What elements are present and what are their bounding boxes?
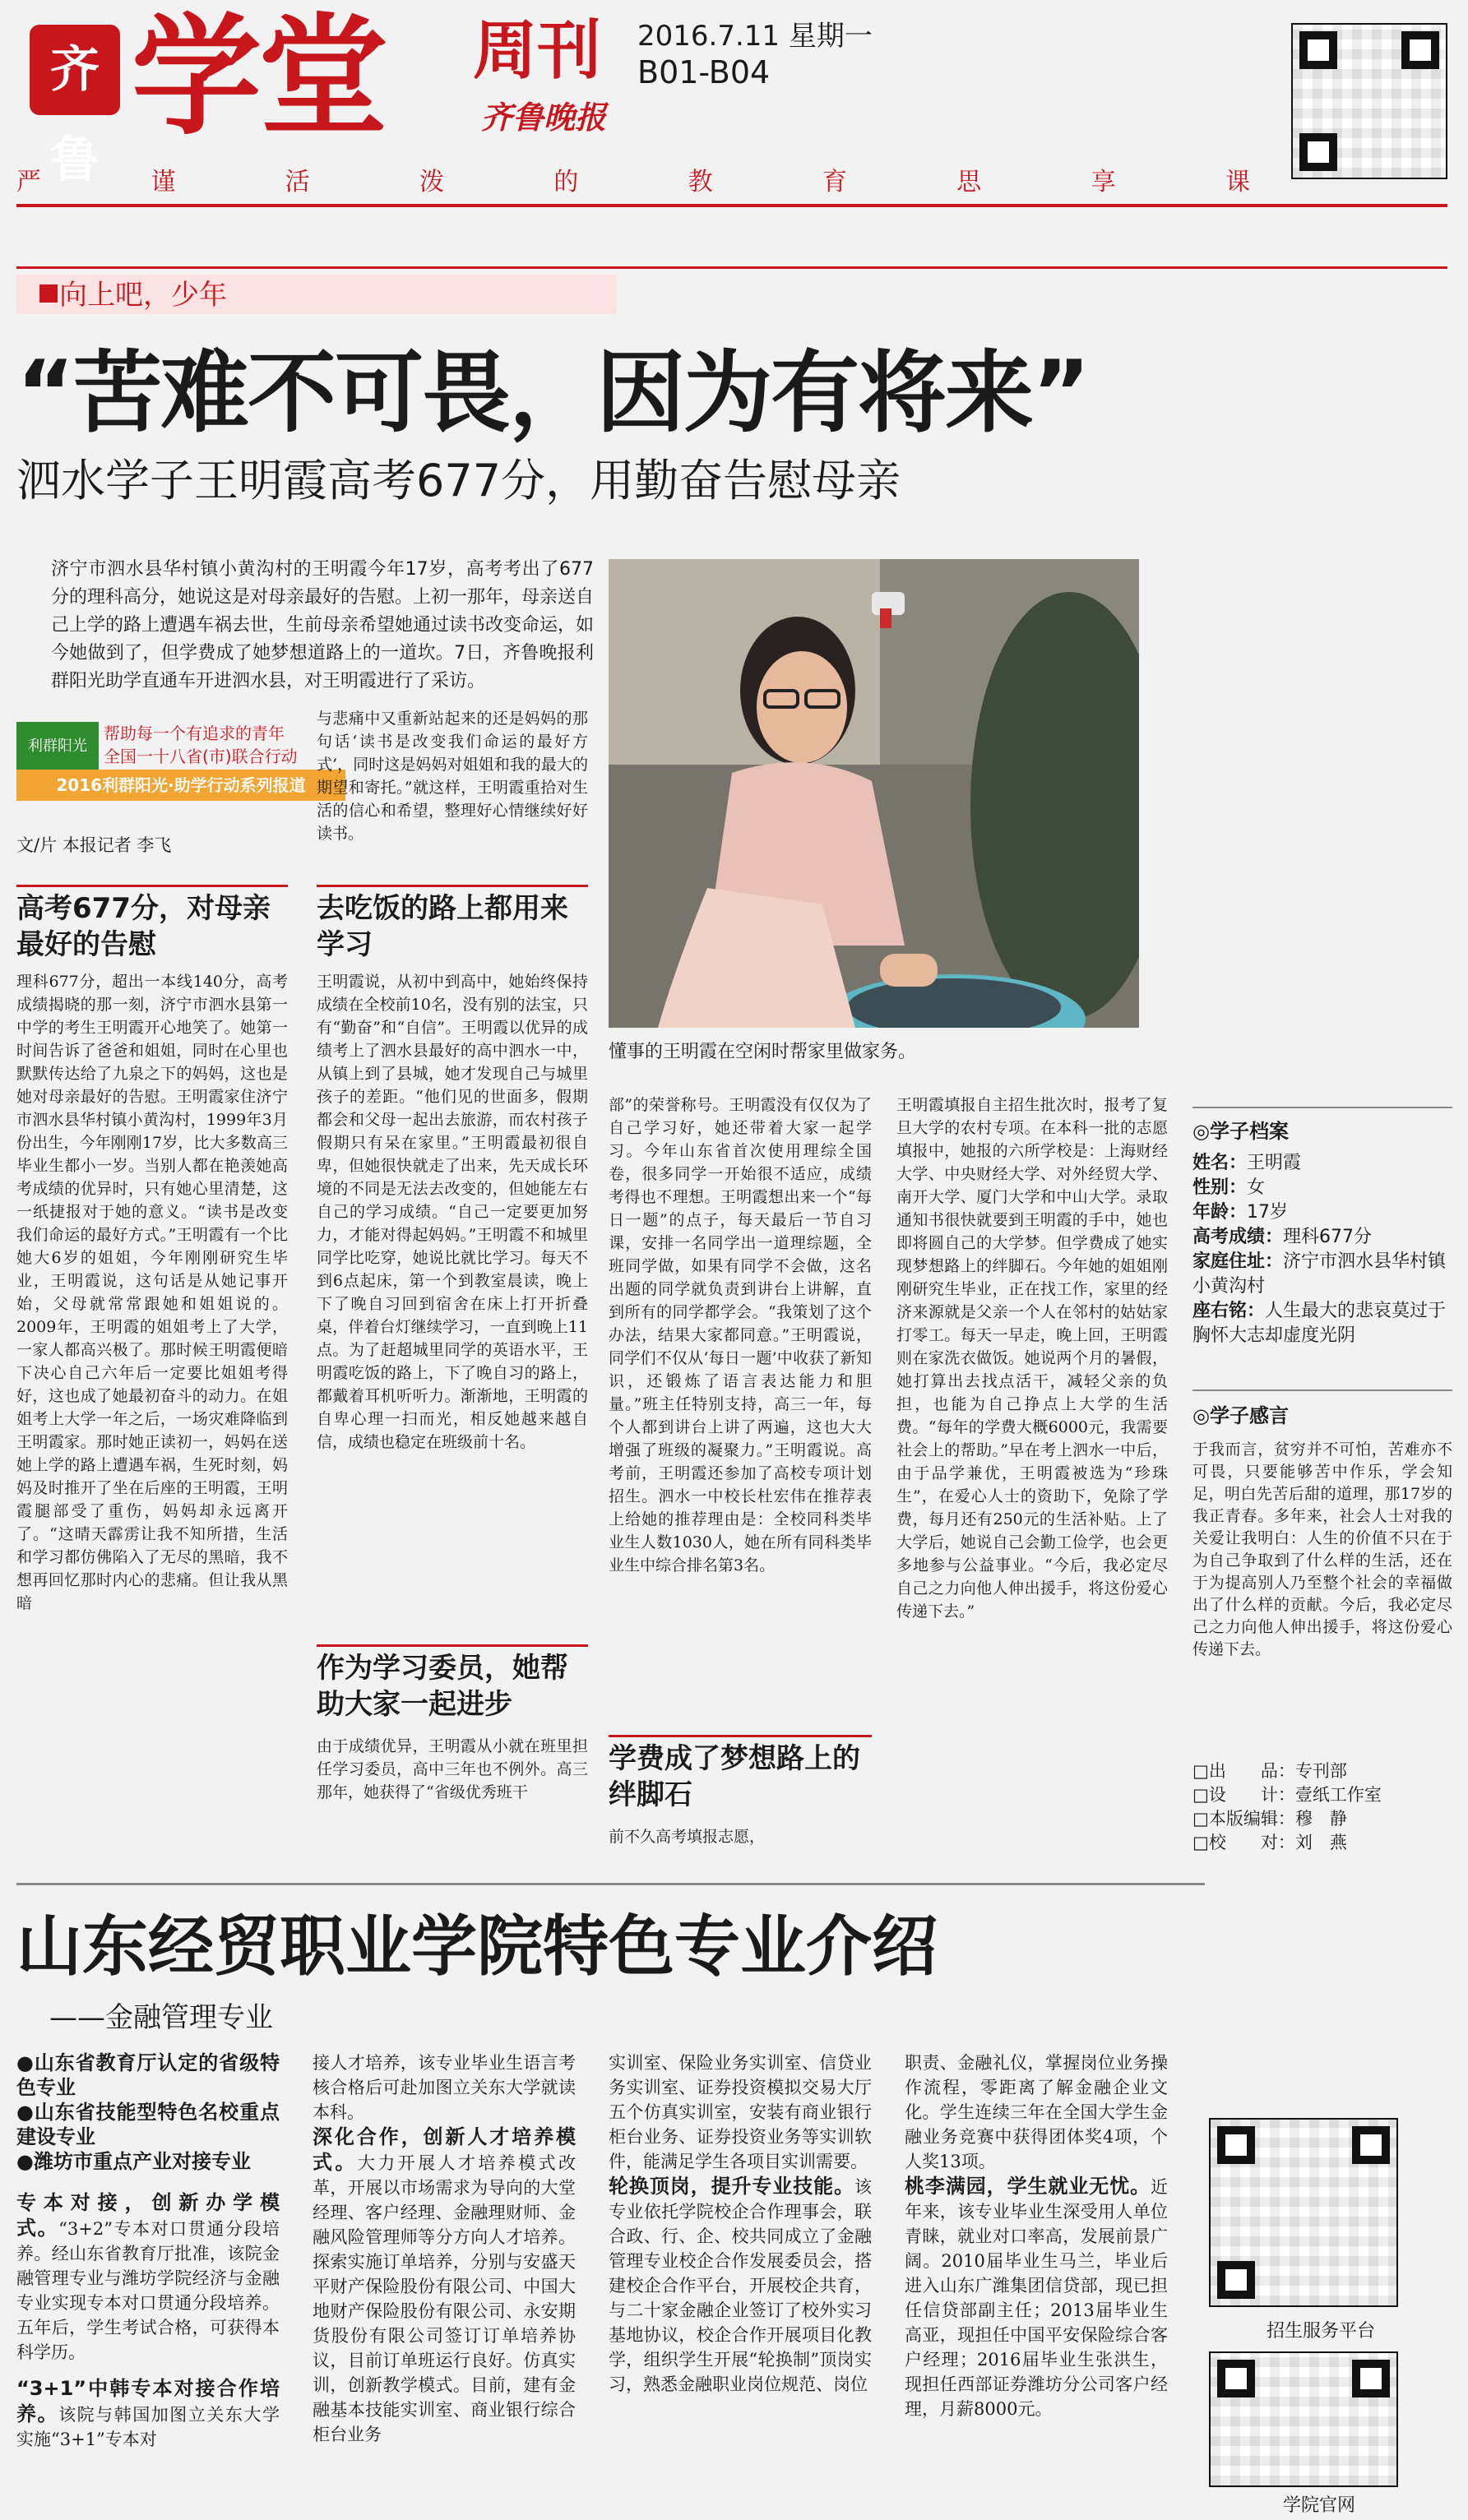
slogan-char: 谨 bbox=[151, 168, 176, 197]
section-4-text: 前不久高考填报志愿， bbox=[609, 1828, 766, 1846]
section-1-continued: 与悲痛中又重新站起来的还是妈妈的那句话‘读书是改变我们命运的最好方式’，同时这是妈妈对姐姐和我的最大的期望和寄托。”就这样，王明霞重拾对生活的信心和希望，整理好心情继续好好读书。 bbox=[317, 710, 588, 843]
profile-title: ◎学子档案 bbox=[1192, 1120, 1289, 1143]
col-3-heading: 轮换顶岗，提升专业技能。 bbox=[609, 2175, 854, 2198]
photo-illustration bbox=[609, 559, 1139, 1028]
college-col-1 bbox=[16, 2051, 280, 2511]
profile-row bbox=[1192, 1299, 1452, 1348]
kicker-divider bbox=[16, 266, 1447, 269]
profile-title-text: 学子档案 bbox=[1209, 1120, 1289, 1143]
section-kicker: 向上吧，少年 bbox=[59, 279, 227, 312]
slogan-char: 育 bbox=[822, 168, 847, 197]
profile-key: 姓名： bbox=[1192, 1153, 1248, 1173]
section-1-text: 理科677分，超出一本线140分，高考成绩揭晓的那一刻，济宁市泗水县第一中学的考生王明霞开心地笑了。她第一时间告诉了爸爸和姐姐，同时在心里也默默传达给了九泉之下的妈妈，这也是她对母亲最好的告慰。王明霞家住济宁市泗水县华村镇小黄沟村，1999年3月份出生，今年刚刚17岁，比大多数高三毕业生都小一岁。当别人都在艳羡她高考成绩的优异时，只有她心里清楚，这一纸捷报对于她的意义。“读书是改变我们命运的最好方式。”王明霞有一个比她大6岁的姐姐，今年刚刚研究生毕业，王明霞说，这句话是从她记事开始，父母就常常跟她和姐姐说的。2009年，王明霞的姐姐考上了大学，一家人都高兴极了。那时候王明霞便暗下决心自己六年后一定要比姐姐考得好，这也成了她最初奋斗的动力。在姐姐考上大学一年之后，一场灾难降临到王明霞家。那时她正读初一，妈妈在送她上学的路上遭遇车祸，生死时刻，妈妈及时推开了坐在后座的王明霞，王明霞腿部受了重伤，妈妈却永远离开了。“这晴天霹雳让我不知所措，生活和学习都仿佛陷入了无尽的黑暗，我不想再回忆那时内心的悲痛。但让我从黑暗 bbox=[16, 973, 288, 1612]
newspaper-seal-logo bbox=[30, 25, 120, 189]
slogan-char: 思 bbox=[956, 168, 982, 197]
slogan-char: 的 bbox=[553, 168, 579, 197]
feature-bullet: ●山东省技能型特色名校重点建设专业 bbox=[16, 2101, 280, 2148]
credit-value: 壹纸工作室 bbox=[1294, 1785, 1382, 1805]
reflection-title-text: 学子感言 bbox=[1209, 1404, 1289, 1427]
college-col-2 bbox=[313, 2051, 576, 2511]
paper-name: 齐鲁晚报 bbox=[481, 99, 607, 136]
sponsor-logo: 利群阳光 bbox=[16, 722, 99, 771]
section-3-text: 由于成绩优异，王明霞从小就在班里担任学习委员，高中三年也不例外。高三那年，她获得了“省级优秀班干 bbox=[317, 1737, 588, 1801]
col-1-text-2: 该院与韩国加图立关东大学实施“3+1”专本对 bbox=[16, 2405, 280, 2449]
qr-code-icon[interactable] bbox=[1291, 23, 1447, 179]
profile-row bbox=[1192, 1225, 1452, 1250]
feature-bullet: ●潍坊市重点产业对接专业 bbox=[16, 2150, 251, 2173]
credit-row: □出 品：专刊部 bbox=[1192, 1761, 1347, 1781]
section-4-continued: 王明霞填报自主招生批次时，报考了复旦大学的农村专项。在本科一批的志愿填报中，她报的六所学校是：上海财经大学、中央财经大学、对外经贸大学、南开大学、厦门大学和中山大学。录取通知书很快就要到王明霞的手中，她也即将圆自己的大学梦。但学费成了她实现梦想路上的绊脚石。今年她的姐姐刚刚研究生毕业，正在找工作，家里的经济来源就是父亲一个人在邻村的姑姑家打零工。每天一早走，晚上回，王明霞则在家洗衣做饭。她说两个月的暑假，她打算出去找点活干，减轻父亲的负担，也能为自己挣点上大学的生活费。“每年的学费大概6000元，我需要社会上的帮助。”早在考上泗水一中后，由于品学兼优，王明霞被选为“珍珠生”，在爱心人士的资助下，免除了学费，每月还有250元的生活补贴。上了大学后，她说自己会勤工俭学，也会更多地参与公益事业。“今后，我必定尽自己之力向他人伸出援手，将这份爱心传递下去。” bbox=[896, 1096, 1168, 1621]
section-3-continued: 部”的荣誉称号。王明霞没有仅仅为了自己学习好，她还带着大家一起学习。今年山东省首次使用理综全国卷，很多同学一开始很不适应，成绩考得也不理想。王明霞想出来一个“每日一题”的点子，每天最后一节自习课，安排一名同学出一道理综题，全班同学做，如果有同学不会做，这名出题的同学就负责到讲台上讲解，直到所有的同学都学会。“我策划了这个办法，结果大家都同意。”王明霞说，同学们不仅从‘每日一题’中收获了新知识，还锻炼了语言表达能力和胆量。”班主任特别支持，高三一年，每个人都到讲台上讲了两遍，这也大大增强了班级的凝聚力。”王明霞说。高考前，王明霞还参加了高校专项计划招生。泗水一中校长杜宏伟在推荐表上给她的推荐理由是：全校同科类毕业生人数1030人，她在所有同科类毕业生中综合排名第3名。 bbox=[609, 1096, 872, 1574]
section-2-title: 去吃饭的路上都用来学习 bbox=[317, 885, 588, 963]
credit-key: 本版编辑： bbox=[1208, 1809, 1295, 1829]
credit-row: □校 对：刘 燕 bbox=[1192, 1833, 1347, 1852]
profile-key: 家庭住址： bbox=[1192, 1251, 1284, 1272]
profile-value: 理科677分 bbox=[1283, 1227, 1373, 1247]
college-col-3 bbox=[609, 2051, 872, 2511]
col-1-heading-1: 专本对接，创新办学模式。 bbox=[16, 2191, 280, 2240]
profile-list bbox=[1192, 1151, 1452, 1348]
credit-key: 校 对： bbox=[1208, 1833, 1295, 1852]
col-1-text-1: “3+2”专本对口贯通分段培养。经山东省教育厅批准，该院金融管理专业与潍坊学院经济与金融专业实现专本对口贯通分段培养。五年后，学生考试合格，可获得本科学历。 bbox=[16, 2219, 280, 2362]
reflection-divider bbox=[1192, 1389, 1452, 1391]
subheadline: 泗水学子王明霞高考677分，用勤奋告慰母亲 bbox=[16, 455, 901, 506]
slogan-char: 享 bbox=[1091, 168, 1116, 197]
section-3-title: 作为学习委员，她帮助大家一起进步 bbox=[317, 1644, 588, 1722]
credit-row: □设 计：壹纸工作室 bbox=[1192, 1785, 1382, 1805]
reflection-text: 于我而言，贫穷并不可怕，苦难亦不可畏，只要能够苦中作乐，学会知足，明白先苦后甜的道理，那17岁的我正青春。多年来，社会人士对我的关爱让我明白：人生的价值不只在于为自己争取到了什么样的生活，还在于为提高别人乃至整个社会的幸福做出了什么样的贡献。今后，我必定尽己之力向他人伸出援手，将这份爱心传递下去。 bbox=[1192, 1440, 1452, 1658]
lead-paragraph: 济宁市泗水县华村镇小黄沟村的王明霞今年17岁，高考考出了677分的理科高分，她说这是对母亲最好的告慰。上初一那年，母亲送自己上学的路上遭遇车祸去世，生前母亲希望她通过读书改变命运，如今她做到了，但学费成了她梦想道路上的一道坎。7日，齐鲁晚报利群阳光助学直通车开进泗水县，对王明霞进行了采访。 bbox=[51, 559, 595, 691]
profile-key: 座右铭： bbox=[1192, 1301, 1266, 1321]
credits bbox=[1192, 1759, 1452, 1855]
profile-value: 济宁市泗水县华村镇小黄沟村 bbox=[1192, 1251, 1447, 1297]
slogan-char: 泼 bbox=[419, 168, 444, 197]
credit-row: □本版编辑：穆 静 bbox=[1192, 1809, 1347, 1829]
col-2-heading: 深化合作，创新人才培养模式。 bbox=[313, 2125, 576, 2174]
feature-bullet: ●山东省教育厅认定的省级特色专业 bbox=[16, 2051, 280, 2099]
college-title: 山东经贸职业学院特色专业介绍 bbox=[16, 1908, 938, 1985]
section-2-text: 王明霞说，从初中到高中，她始终保持成绩在全校前10名，没有别的法宝，只有“勤奋”和“自信”。王明霞以优异的成绩考上了泗水县最好的高中泗水一中，从镇上到了县城，她才发现自己与城里孩子的差距。“他们见的世面多，假期都会和父母一起出去旅游，而农村孩子假期只有呆在家里。”王明霞最初很自卑，但她很快就走了出来，先天成长环境的不同是无法去改变的，但她能左右自己的学习成绩。“自己一定要更加努力，才能对得起妈妈。”王明霞不和城里同学比吃穿，她说比就比学习。每天不到6点起床，第一个到教室晨读，晚上下了晚自习回到宿舍在床上打开折叠桌，伴着台灯继续学习，一直到晚上11点。为了赶超城里同学的英语水平，王明霞吃饭的路上，下了晚自习的路上，都戴着耳机听听力。渐渐地，王明霞的自卑心理一扫而光，相反她越来越自信，成绩也稳定在班级前十名。 bbox=[317, 973, 588, 1451]
promo-line-1: 帮助每一个有追求的青年 bbox=[104, 724, 285, 743]
profile-key: 高考成绩： bbox=[1192, 1227, 1284, 1247]
slogan bbox=[16, 161, 1250, 197]
website-qr-code-icon[interactable] bbox=[1209, 2351, 1398, 2487]
seal-text: 齐鲁 bbox=[50, 41, 100, 189]
weekly-label: 周刊 bbox=[473, 14, 602, 88]
profile-row bbox=[1192, 1250, 1452, 1299]
college-major: ——金融管理专业 bbox=[49, 2001, 273, 2034]
admissions-qr-code-icon[interactable] bbox=[1209, 2118, 1398, 2307]
brand-title: 学堂 bbox=[132, 2, 385, 153]
profile-key: 年龄： bbox=[1192, 1202, 1248, 1223]
profile-divider bbox=[1192, 1107, 1452, 1108]
slogan-char: 活 bbox=[285, 168, 310, 197]
section-1-title: 高考677分，对母亲最好的告慰 bbox=[16, 885, 288, 963]
website-qr-caption: 学院官网 bbox=[1283, 2495, 1356, 2516]
kicker-square-icon bbox=[39, 284, 58, 303]
credit-value: 穆 静 bbox=[1294, 1809, 1347, 1829]
col-3-text-2: 该专业依托学院校企合作理事会，联合政、行、企、校共同成立了金融管理专业校企合作发展委员会，搭建校企合作平台，开展校企共育，与二十家金融企业签订了校外实习基地协议，校企合作开展项目化教学，组织学生开展“轮换制”顶岗实习，熟悉金融职业岗位规范、岗位 bbox=[609, 2177, 872, 2394]
page-range: B01-B04 bbox=[637, 54, 771, 90]
col-2-text-2: 大力开展人才培养模式改革，开展以市场需求为导向的大堂经理、客户经理、金融理财师、金融风险管理师等分方向人才培养。探索实施订单培养，分别与安盛天平财产保险股份有限公司、中国大地财产保险股份有限公司、永安期货股份有限公司签订订单培养协议，目前订单班运行良好。仿真实训，创新教学模式。目前，建有金融基本技能实训室、商业银行综合柜台业务 bbox=[313, 2153, 576, 2444]
reflection-title: ◎学子感言 bbox=[1192, 1404, 1289, 1427]
promo-series-banner: 2016利群阳光·助学行动系列报道 bbox=[16, 770, 345, 801]
col-4-text-2: 近年来，该专业毕业生深受用人单位青睐，就业对口率高，发展前景广阔。2010届毕业生马兰，毕业后进入山东广潍集团信贷部，现已担任信贷部副主任；2013届毕业生高亚，现担任中国平安保险综合客户经理；2016届毕业生张洪生，现担任西部证券潍坊分公司客户经理，月薪8000元。 bbox=[905, 2177, 1168, 2419]
slogan-char: 教 bbox=[688, 168, 713, 197]
profile-value: 女 bbox=[1247, 1177, 1266, 1198]
photo-caption: 懂事的王明霞在空闲时帮家里做家务。 bbox=[609, 1042, 917, 1062]
credit-key: 出 品： bbox=[1208, 1761, 1295, 1781]
profile-value: 17岁 bbox=[1247, 1202, 1289, 1223]
profile-row bbox=[1192, 1200, 1452, 1225]
issue-date: 2016.7.11 星期一 bbox=[637, 20, 873, 53]
col-1-heading-2: “3+1”中韩专本对接合作培养。 bbox=[16, 2377, 280, 2425]
section-4-title: 学费成了梦想路上的绊脚石 bbox=[609, 1735, 872, 1813]
headline: “苦难不可畏，因为有将来” bbox=[16, 342, 1089, 445]
promo-line-2: 全国一十八省(市)联合行动 bbox=[104, 747, 298, 766]
admissions-qr-caption: 招生服务平台 bbox=[1267, 2321, 1376, 2342]
col-2-text-1: 接人才培养，该专业毕业生语言考核合格后可赴加图立关东大学就读本科。 bbox=[313, 2053, 576, 2122]
masthead-divider bbox=[16, 204, 1447, 207]
article-photo bbox=[609, 559, 1139, 1028]
profile-value: 人生最大的悲哀莫过于胸怀大志却虚度光阴 bbox=[1192, 1301, 1447, 1346]
col-3-text-1: 实训室、保险业务实训室、信贷业务实训室、证券投资模拟交易大厅五个仿真实训室，安装有商业银行柜台业务、证券投资业务等实训软件，能满足学生各项目实训需要。 bbox=[609, 2053, 872, 2171]
credit-value: 专刊部 bbox=[1294, 1761, 1347, 1781]
col-4-text-1: 职责、金融礼仪，掌握岗位业务操作流程，零距离了解金融企业文化。学生连续三年在全国大学生金融业务竞赛中获得团体奖4项，个人奖13项。 bbox=[905, 2053, 1168, 2171]
profile-value: 王明霞 bbox=[1247, 1153, 1302, 1173]
credit-value: 刘 燕 bbox=[1294, 1833, 1347, 1852]
profile-row bbox=[1192, 1176, 1452, 1200]
credit-key: 设 计： bbox=[1208, 1785, 1295, 1805]
slogan-char: 课 bbox=[1225, 168, 1250, 197]
col-4-heading: 桃李满园，学生就业无忧。 bbox=[905, 2175, 1151, 2198]
college-col-4 bbox=[905, 2051, 1168, 2511]
profile-key: 性别： bbox=[1192, 1177, 1248, 1198]
byline: 文/片 本报记者 李飞 bbox=[16, 835, 172, 855]
profile-row bbox=[1192, 1151, 1452, 1176]
slogan-char: 严 bbox=[16, 168, 41, 197]
section-divider bbox=[16, 1883, 1205, 1885]
